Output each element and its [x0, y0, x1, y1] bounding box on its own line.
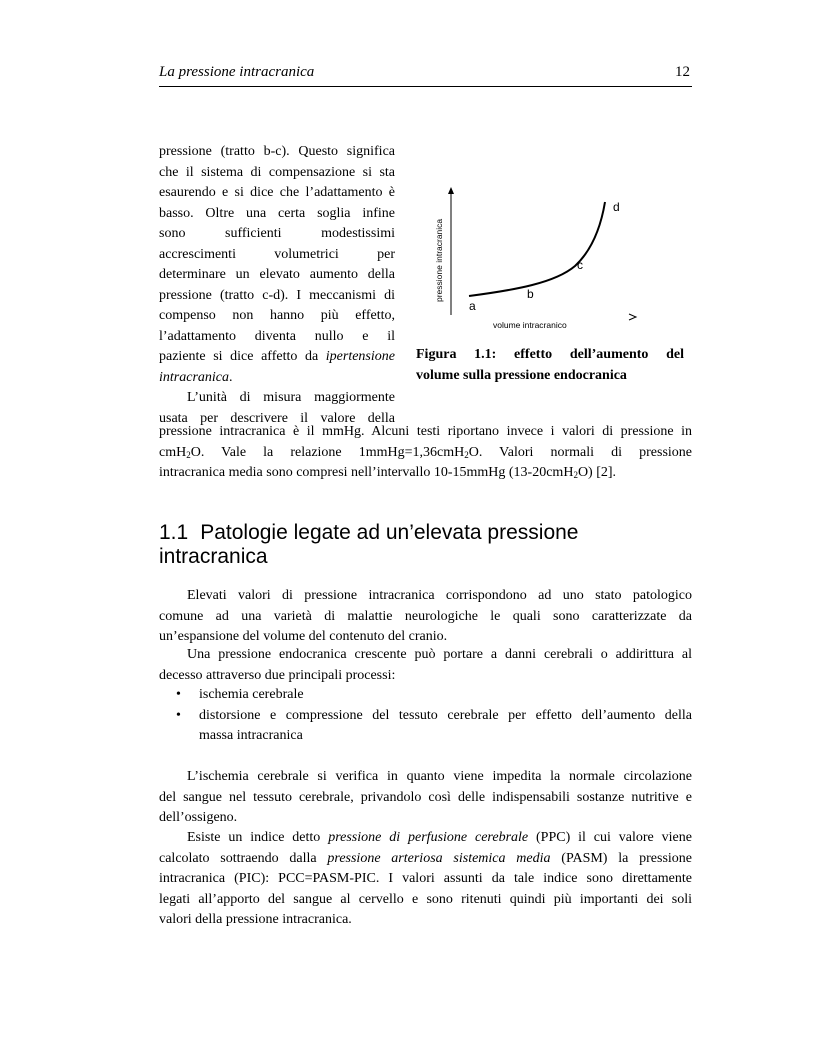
text-line: accrescimenti volumetrici per	[159, 246, 395, 262]
text-line: del sangue nel tessuto cerebrale, privandolo così delle indispensabili sostanze nutritive e	[159, 789, 692, 805]
italic-term: pressione di perfusione cerebrale	[328, 830, 529, 845]
section-number: 1.1	[159, 521, 189, 544]
list-item	[159, 706, 692, 747]
text-fragment: cmH	[159, 444, 187, 460]
paragraph-1	[159, 586, 692, 648]
text-fragment: O) [2].	[577, 465, 617, 480]
text-line	[159, 849, 692, 870]
bullet-marker: •	[176, 707, 181, 723]
italic-term: ipertensione	[325, 349, 395, 364]
caption-line: Figura 1.1: effetto dell’aumento del	[416, 347, 684, 362]
text-line	[159, 443, 692, 464]
text-line	[159, 347, 395, 368]
text-fragment: calcolato sottraendo dalla	[159, 850, 317, 866]
text-line: pressione (tratto c-d). I meccanismi di	[159, 287, 395, 303]
text-fragment: Esiste un indice detto	[187, 830, 321, 845]
text-fragment: (PASM) la pressione	[561, 850, 692, 866]
header-title: La pressione intracranica	[159, 64, 315, 80]
text-line: esaurendo e si dice che l’adattamento è	[159, 185, 395, 200]
italic-term: intracranica	[159, 369, 229, 385]
subscript: 2	[573, 470, 578, 480]
italic-term: pressione arteriosa sistemica media	[327, 850, 551, 866]
point-label-d: d	[613, 200, 620, 214]
pressure-volume-figure	[425, 180, 645, 330]
text-fragment: O. Vale la relazione 1mmHg=1,36cmH	[190, 444, 465, 460]
text-line: che il sistema di compensazione si sta	[159, 164, 395, 180]
text-fragment: O. Valori normali di pressione	[468, 444, 692, 460]
y-axis-arrow	[448, 187, 454, 194]
text-fragment: intracranica media sono compresi nell’intervallo 10-15mmHg (13-20cmH	[159, 465, 574, 480]
subscript: 2	[186, 449, 191, 460]
text-line: determinare un elevato aumento della	[159, 267, 395, 282]
left-column-paragraph	[159, 142, 395, 429]
text-fragment: paziente si dice affetto da	[159, 349, 319, 364]
y-axis-label: pressione intracranica	[434, 218, 444, 302]
bullet-list	[159, 685, 692, 747]
text-line: comune ad una varietà di malattie neurologiche le quali sono caratterizzate da	[159, 608, 692, 624]
point-label-c: c	[577, 258, 583, 272]
text-fragment: (PPC) il cui valore viene	[536, 830, 692, 845]
text-line: intracranica (PIC): PCC=PASM-PIC. I valori assunti da tale indice sono direttamente	[159, 871, 692, 886]
list-item-text: massa intracranica	[199, 728, 303, 743]
text-line: Una pressione endocranica crescente può portare a danni cerebrali o addirittura al	[187, 647, 692, 662]
text-line: Elevati valori di pressione intracranica corrispondono ad uno stato patologico	[187, 588, 692, 603]
text-line: L’ischemia cerebrale si verifica in quanto viene impedita la normale circolazione	[187, 769, 692, 784]
text-line	[159, 828, 692, 849]
units-paragraph	[159, 422, 692, 484]
list-item-text: ischemia cerebrale	[199, 687, 304, 702]
paragraph-4	[159, 828, 692, 931]
page-number: 12	[675, 64, 690, 80]
text-line: sono sufficienti modestissimi	[159, 226, 395, 241]
section-title-continued: intracranica	[159, 545, 268, 568]
section-heading	[159, 521, 692, 569]
x-axis-arrow	[629, 314, 636, 320]
figure-caption	[416, 345, 684, 386]
text-line: un’espansione del volume del contenuto del cranio.	[159, 629, 448, 644]
text-line: intracranica.	[159, 369, 233, 385]
list-item-text: distorsione e compressione del tessuto cerebrale per effetto dell’aumento della	[199, 707, 692, 723]
list-item	[159, 685, 692, 706]
text-line: pressione intracranica è il mmHg. Alcuni testi riportano invece i valori di pressione in	[159, 424, 692, 439]
paragraph-3	[159, 767, 692, 829]
text-line: usata per descrivere il valore della	[159, 410, 395, 426]
text-line: pressione (tratto b-c). Questo significa	[159, 144, 395, 159]
section-title: Patologie legate ad un’elevata pressione	[200, 521, 579, 544]
bullet-marker: •	[176, 687, 181, 702]
point-label-b: b	[527, 287, 534, 301]
text-line: dell’ossigeno.	[159, 810, 238, 825]
text-line: L’unità di misura maggiormente	[187, 390, 395, 405]
subscript: 2	[464, 449, 469, 460]
running-header	[159, 62, 692, 87]
pressure-curve	[469, 202, 605, 296]
text-line: compenso non hanno più effetto,	[159, 308, 395, 323]
text-line	[159, 463, 692, 484]
text-line: basso. Oltre una certa soglia infine	[159, 205, 395, 221]
text-line: valori della pressione intracranica.	[159, 912, 352, 927]
paragraph-2	[159, 645, 692, 686]
caption-line: volume sulla pressione endocranica	[416, 367, 627, 383]
x-axis-label: volume intracranico	[493, 320, 567, 330]
text-line: legati all’apporto del sangue al cervello e sono ritenuti quindi più importanti dei soli	[159, 891, 692, 907]
text-line: decesso attraverso due principali processi:	[159, 667, 396, 683]
point-label-a: a	[469, 299, 476, 313]
text-line: l’adattamento diventa nullo e il	[159, 328, 395, 344]
